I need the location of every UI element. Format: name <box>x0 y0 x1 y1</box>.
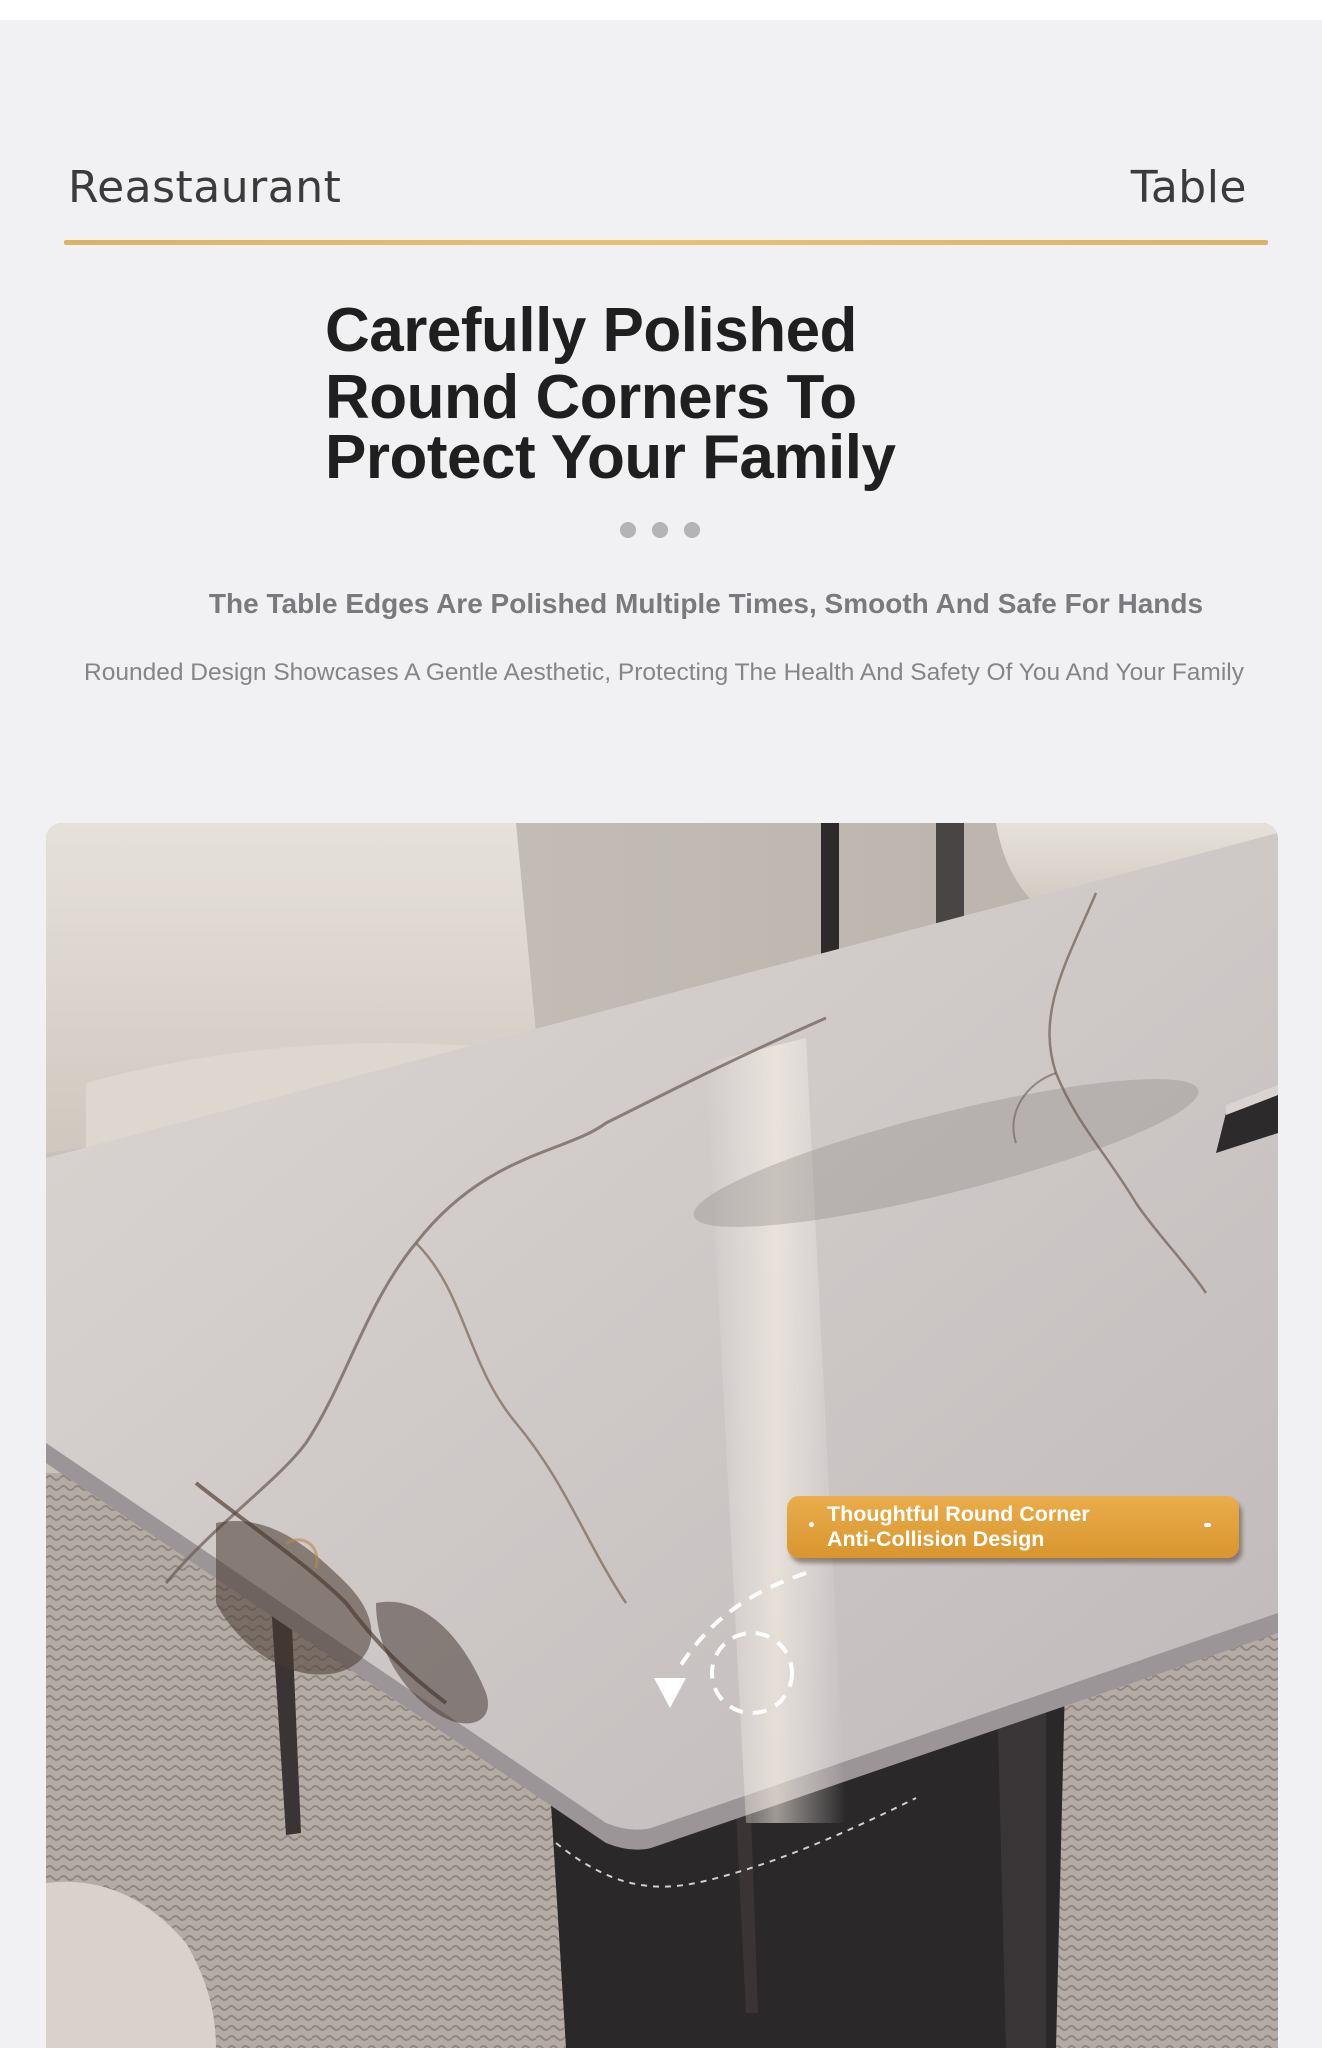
dot <box>652 522 668 538</box>
callout-line-2: Anti-Collision Design <box>827 1527 1045 1551</box>
page-title <box>325 296 1045 492</box>
header-label-left: Reastaurant <box>68 162 342 213</box>
subtitle: The Table Edges Are Polished Multiple Times, Smooth And Safe For Hands <box>208 588 1204 619</box>
header-label-right: Table <box>1130 162 1247 213</box>
decorative-dots <box>620 522 700 538</box>
title-line-1: Carefully Polished <box>325 296 857 365</box>
title-line-3: Protect Your Family <box>325 423 896 492</box>
description-text: Rounded Design Showcases A Gentle Aesthetic, Protecting The Health And Safety Of You And Your Family <box>84 659 1244 686</box>
gold-divider <box>64 240 1268 245</box>
product-photo <box>46 823 1278 2048</box>
title-line-2: Round Corners To <box>325 363 857 432</box>
feature-callout <box>787 1496 1239 1558</box>
callout-bullet <box>809 1522 814 1527</box>
dot <box>620 522 636 538</box>
callout-line-1: Thoughtful Round Corner <box>827 1502 1090 1526</box>
top-strip <box>0 0 1322 20</box>
callout-dash <box>1204 1523 1211 1527</box>
dot <box>684 522 700 538</box>
